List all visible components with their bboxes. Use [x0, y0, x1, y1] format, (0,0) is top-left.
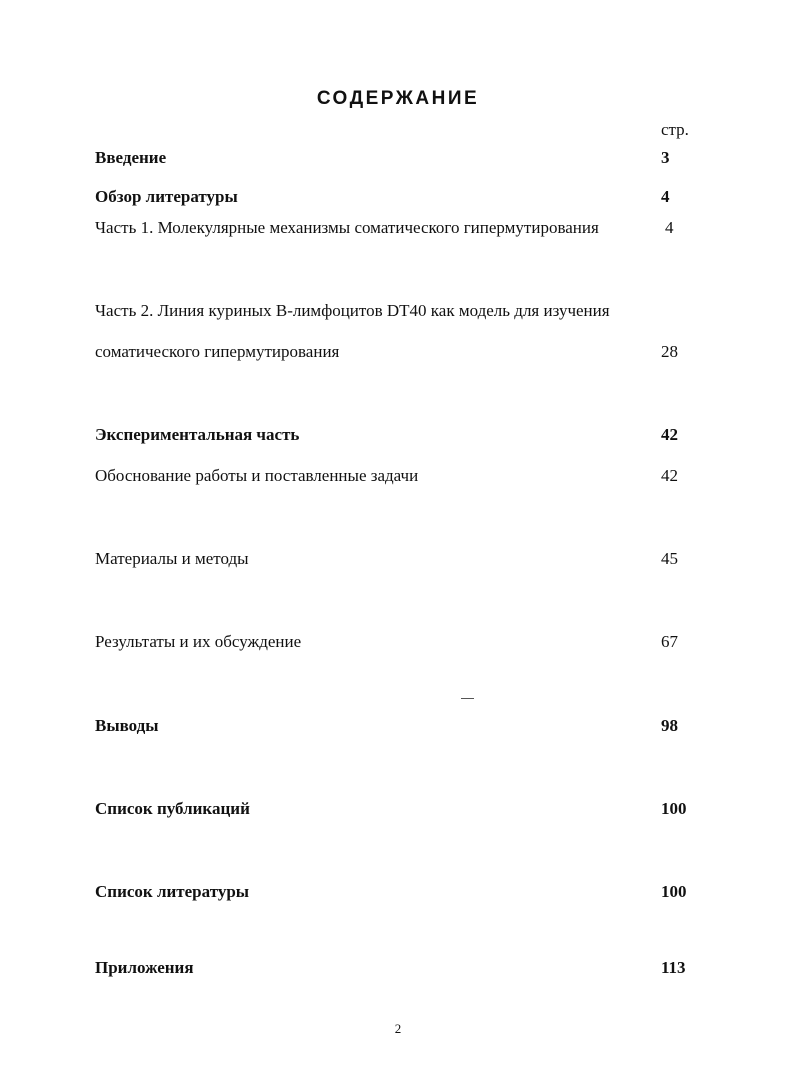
toc-entry-experimental: Экспериментальная часть	[95, 425, 300, 444]
toc-page-results: 67	[661, 632, 678, 651]
toc-entry-part-2-line-2: соматического гипермутирования	[95, 342, 340, 361]
toc-entry-references: Список литературы	[95, 882, 250, 901]
toc-entry-results: Результаты и их обсуждение	[95, 632, 302, 651]
toc-page-rationale: 42	[661, 466, 678, 485]
toc-page-methods: 45	[661, 549, 678, 568]
toc-entry-publications: Список публикаций	[95, 799, 250, 818]
toc-entry-part-2-line-1: Часть 2. Линия куриных B-лимфоцитов DT40 как модель для изучения	[95, 301, 610, 320]
toc-entry-literature-review: Обзор литературы	[95, 187, 238, 206]
toc-page-appendices: 113	[661, 958, 686, 977]
toc-page-experimental: 42	[661, 425, 678, 444]
toc-entry-rationale: Обоснование работы и поставленные задачи	[95, 466, 419, 485]
page-column-label: стр.	[661, 120, 689, 139]
toc-page-references: 100	[661, 882, 687, 901]
toc-entry-part-1: Часть 1. Молекулярные механизмы соматического гипермутирования	[95, 218, 599, 237]
toc-page-part-1: 4	[665, 218, 674, 237]
toc-page-introduction: 3	[661, 148, 670, 167]
toc-entry-introduction: Введение	[95, 148, 167, 167]
toc-page-part-2: 28	[661, 342, 678, 361]
page-title: СОДЕРЖАНИЕ	[316, 88, 480, 109]
toc-page-literature-review: 4	[661, 187, 670, 206]
toc-entry-conclusions: Выводы	[95, 716, 159, 735]
toc-page-publications: 100	[661, 799, 687, 818]
toc-entry-methods: Материалы и методы	[95, 549, 249, 568]
toc-page-conclusions: 98	[661, 716, 678, 735]
toc-entry-appendices: Приложения	[95, 958, 194, 977]
stray-mark	[461, 698, 474, 699]
page-number: 2	[394, 1021, 402, 1036]
